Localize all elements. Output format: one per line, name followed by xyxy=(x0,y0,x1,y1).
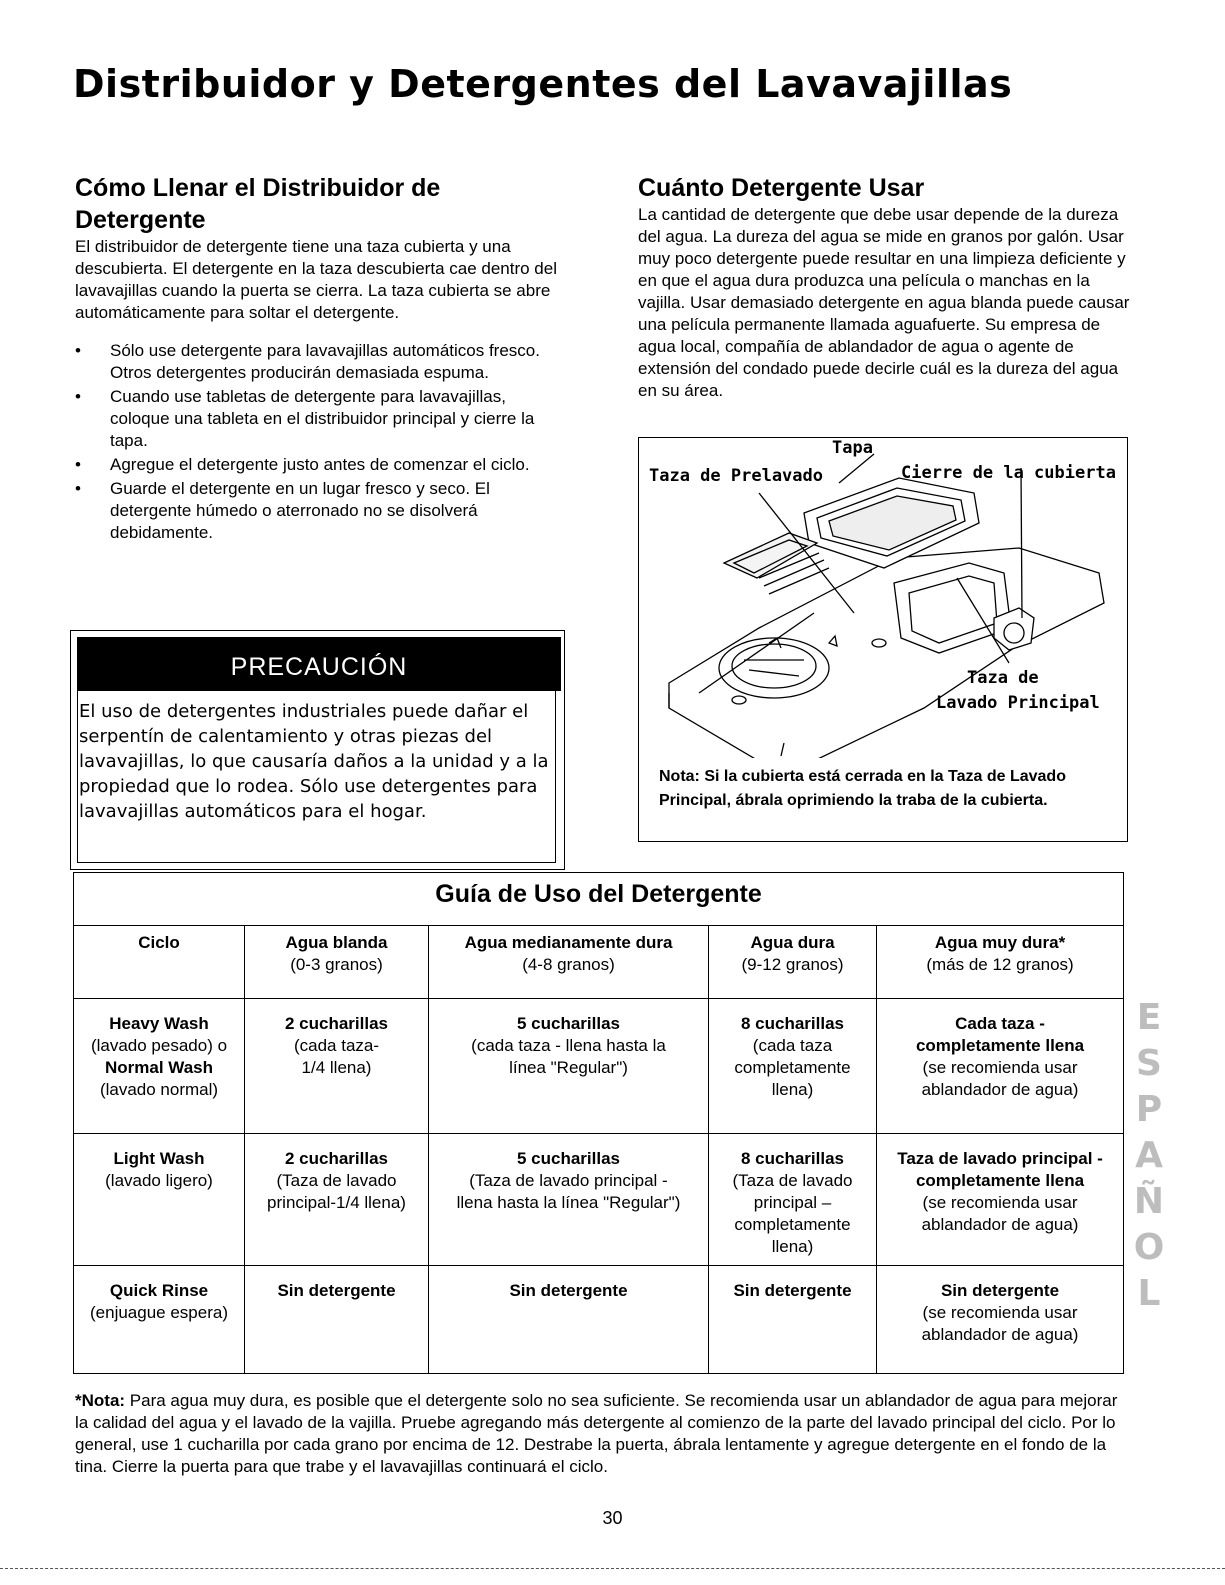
side-tab-letter: O xyxy=(1133,1227,1165,1268)
diagram-label-prelavado: Taza de Prelavado xyxy=(649,466,823,486)
table-row xyxy=(74,1134,1124,1266)
bullet-item: • Agregue el detergente justo antes de comenzar el ciclo. xyxy=(75,455,530,474)
guide-cycle-cell xyxy=(74,1134,245,1266)
guide-header-cell xyxy=(709,926,877,999)
page-number: 30 xyxy=(602,1508,623,1528)
guide-cell-line: 5 cucharillas xyxy=(516,1014,620,1033)
footnote xyxy=(75,1390,1130,1478)
guide-cell-line: Taza de lavado principal - xyxy=(897,1149,1103,1168)
bullet-icon: • xyxy=(75,387,81,406)
guide-header-cell xyxy=(245,926,429,999)
amount-text: La cantidad de detergente que debe usar depende de la dureza del agua. La dureza del agua se mide en granos por galón. Usar muy poco detergente puede resultar en una limpieza deficiente y en que el agua dura produzca una película o manchas en la vajilla. Usar demasiado detergente en agua blanda puede causar una película permanente llamada aguafuerte. Su empresa de agua local, compañía de ablandador de agua o agente de extensión del condado puede decirle cuál es la dureza del agua en su área. xyxy=(638,205,1130,400)
guide-amount-cell xyxy=(429,1134,709,1266)
guide-cell-line: (se recomienda usar xyxy=(922,1058,1078,1077)
guide-cell-line: ablandador de agua) xyxy=(921,1080,1079,1099)
bullet-item: • Sólo use detergente para lavavajillas automáticos fresco. Otros detergentes producirán demasiada espuma. xyxy=(75,341,540,382)
side-tab-letter: P xyxy=(1135,1089,1163,1130)
bullet-icon: • xyxy=(75,479,81,498)
guide-cell-line: principal – xyxy=(753,1193,832,1212)
guide-amount-cell xyxy=(709,999,877,1134)
guide-body xyxy=(74,999,1124,1374)
guide-header-row xyxy=(74,926,1124,999)
table-row xyxy=(74,999,1124,1134)
guide-cell-line: Sin detergente xyxy=(277,1281,396,1300)
guide-amount-cell xyxy=(877,1266,1124,1374)
guide-cell-line: completamente llena xyxy=(915,1171,1085,1190)
guide-cell-line: Heavy Wash xyxy=(109,1014,209,1033)
guide-header-sub: (0-3 granos) xyxy=(290,955,383,974)
guide-amount-cell xyxy=(429,999,709,1134)
guide-cell-line: completamente xyxy=(734,1215,851,1234)
dispenser-diagram xyxy=(638,437,1128,842)
guide-header-cell xyxy=(74,926,245,999)
guide-cell-line: (se recomienda usar xyxy=(922,1303,1078,1322)
detergent-guide-table xyxy=(73,872,1124,1374)
guide-amount-cell xyxy=(429,1266,709,1374)
bullet-icon: • xyxy=(75,341,81,360)
guide-cell-line: 2 cucharillas xyxy=(284,1149,388,1168)
caution-title: PRECAUCIÓN xyxy=(77,637,561,691)
guide-header-name: Agua muy dura* xyxy=(934,933,1066,952)
guide-cell-line: 1/4 llena) xyxy=(301,1058,372,1077)
page-title: Distribuidor y Detergentes del Lavavajillas xyxy=(73,62,1013,106)
guide-header-cell xyxy=(429,926,709,999)
guide-cell-line: (lavado ligero) xyxy=(105,1171,213,1190)
guide-amount-cell xyxy=(709,1134,877,1266)
guide-cell-line: llena) xyxy=(771,1237,814,1256)
diagram-label-tapa: Tapa xyxy=(832,438,873,458)
detergent-guide xyxy=(73,872,1123,1374)
diagram-label-principal-1: Taza de xyxy=(967,668,1039,688)
fill-dispenser-intro: El distribuidor de detergente tiene una taza cubierta y una descubierta. El detergente en la taza descubierta cae dentro del lavavajillas cuando la puerta se cierra. La taza cubierta se abre automáticamente para soltar el detergente. xyxy=(75,237,557,322)
guide-cell-line: (cada taza - llena hasta la xyxy=(471,1036,666,1055)
guide-cycle-cell xyxy=(74,1266,245,1374)
fill-dispenser-section xyxy=(75,172,565,546)
guide-cell-line: 8 cucharillas xyxy=(740,1149,844,1168)
guide-cell-line: (enjuague espera) xyxy=(90,1303,228,1322)
guide-cell-line: ablandador de agua) xyxy=(921,1215,1079,1234)
guide-amount-cell xyxy=(709,1266,877,1374)
guide-amount-cell xyxy=(245,1266,429,1374)
guide-cell-line: Sin detergente xyxy=(733,1281,852,1300)
guide-amount-cell xyxy=(245,999,429,1134)
guide-header-sub: (más de 12 granos) xyxy=(926,955,1074,974)
guide-cell-line: (Taza de lavado xyxy=(276,1171,397,1190)
guide-cell-line: Sin detergente xyxy=(940,1281,1060,1300)
guide-cell-line: (lavado normal) xyxy=(99,1080,219,1099)
guide-cell-line: Sin detergente xyxy=(509,1281,628,1300)
guide-cell-line: principal-1/4 llena) xyxy=(267,1193,406,1212)
footnote-lead: *Nota: xyxy=(75,1391,126,1410)
bullet-item: • Guarde el detergente en un lugar fresco y seco. El detergente húmedo o aterronado no se disolverá debidamente. xyxy=(75,479,490,542)
bullet-item: • Cuando use tabletas de detergente para lavavajillas, coloque una tableta en el distribuidor principal y cierre la tapa. xyxy=(75,387,535,450)
footnote-text: Para agua muy dura, es posible que el detergente solo no sea suficiente. Se recomienda usar un ablandador de agua para mejorar la calidad del agua y el lavado de la vajilla. Pruebe agregando más detergente al comienzo de la parte del lavado principal del ciclo. Por lo general, use 1 cucharilla por cada grano por encima de 12. Destrabe la puerta, ábrala lentamente y agregue detergente en el fondo de la tina. Cierre la puerta para que trabe y el lavavajillas continuará el ciclo. xyxy=(75,1391,1118,1476)
guide-cell-line: ablandador de agua) xyxy=(921,1325,1079,1344)
diagram-label-cierre: Cierre de la cubierta xyxy=(901,463,1116,483)
diagram-note: Nota: Si la cubierta está cerrada en la Taza de Lavado Principal, ábrala oprimiendo la traba de la cubierta. xyxy=(659,768,1066,809)
side-tab-letter: L xyxy=(1137,1273,1161,1314)
guide-header-sub: (9-12 granos) xyxy=(741,955,844,974)
side-tab-letter: Ñ xyxy=(1133,1181,1165,1222)
side-tab-letter: E xyxy=(1136,997,1162,1038)
guide-cell-line: línea "Regular") xyxy=(509,1058,628,1077)
guide-header-name: Agua blanda xyxy=(285,933,388,952)
guide-header-name: Ciclo xyxy=(138,933,180,952)
amount-section xyxy=(638,172,1133,402)
guide-cycle-cell xyxy=(74,999,245,1134)
guide-header-cell xyxy=(877,926,1124,999)
fill-dispenser-bullets xyxy=(75,340,565,544)
guide-cell-line: Normal Wash xyxy=(104,1058,213,1077)
table-row xyxy=(74,1266,1124,1374)
guide-cell-line: Light Wash xyxy=(113,1149,205,1168)
guide-cell-line: Cada taza - xyxy=(955,1014,1045,1033)
caution-box xyxy=(70,630,565,870)
guide-cell-line: llena hasta la línea "Regular") xyxy=(456,1193,681,1212)
guide-cell-line: llena) xyxy=(771,1080,814,1099)
guide-header-name: Agua dura xyxy=(750,933,835,952)
fill-dispenser-heading: Cómo Llenar el Distribuidor de Detergente xyxy=(75,174,441,234)
guide-amount-cell xyxy=(877,1134,1124,1266)
guide-header-name: Agua medianamente dura xyxy=(464,933,673,952)
side-tab-letter: S xyxy=(1136,1043,1162,1084)
page-divider xyxy=(0,1568,1225,1569)
guide-title: Guía de Uso del Detergente xyxy=(74,873,1124,926)
guide-cell-line: (Taza de lavado xyxy=(732,1171,853,1190)
guide-cell-line: (Taza de lavado principal - xyxy=(469,1171,668,1190)
guide-cell-line: 5 cucharillas xyxy=(516,1149,620,1168)
guide-cell-line: (lavado pesado) o xyxy=(90,1036,228,1055)
guide-cell-line: Quick Rinse xyxy=(109,1281,209,1300)
guide-cell-line: (cada taza- xyxy=(293,1036,380,1055)
amount-heading: Cuánto Detergente Usar xyxy=(638,174,925,202)
guide-amount-cell xyxy=(245,1134,429,1266)
side-tab-letter: A xyxy=(1135,1135,1163,1176)
diagram-label-principal-2: Lavado Principal xyxy=(936,693,1100,713)
guide-amount-cell xyxy=(877,999,1124,1134)
guide-cell-line: (cada taza xyxy=(752,1036,833,1055)
guide-cell-line: completamente xyxy=(734,1058,851,1077)
bullet-icon: • xyxy=(75,455,81,474)
guide-header-sub: (4-8 granos) xyxy=(522,955,615,974)
guide-cell-line: (se recomienda usar xyxy=(922,1193,1078,1212)
guide-cell-line: completamente llena xyxy=(915,1036,1085,1055)
guide-cell-line: 2 cucharillas xyxy=(284,1014,388,1033)
caution-text: El uso de detergentes industriales puede dañar el serpentín de calentamiento y otras piezas del lavavajillas, lo que causaría daños a la unidad y a la propiedad que lo rodea. Sólo use detergentes para lavavajillas automáticos para el hogar. xyxy=(79,701,549,822)
language-side-tab xyxy=(1128,995,1170,1314)
guide-cell-line: 8 cucharillas xyxy=(740,1014,844,1033)
